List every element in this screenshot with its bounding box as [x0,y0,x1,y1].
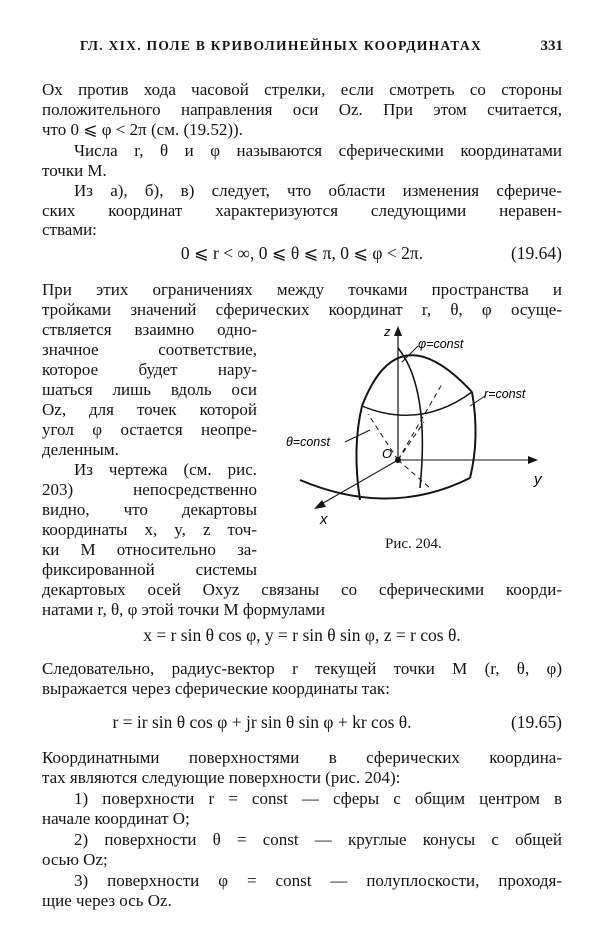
figure-caption: Рис. 204. [385,536,442,552]
text-line: ствами: [42,220,97,239]
text-line: Ox против хода часовой стрелки, если смотреть со стороны [42,80,562,99]
radius-dashed [398,460,430,488]
wrap-text-line: деленным. [42,440,119,459]
text-line: При этих ограничениях между точками пространства и [42,280,562,299]
sphere-edge-left [356,406,362,500]
sphere-equator [300,478,470,499]
origin-label: O [382,446,393,461]
phi-const-label: φ=const [418,337,464,351]
equation-number: (19.65) [510,712,562,732]
spherical-coordinates-diagram [270,318,570,548]
r-const-label: r=const [484,387,526,401]
text-line: тройками значений сферических координат r, θ, φ осуще- [42,300,562,319]
formula-body: x = r sin θ cos φ, y = r sin θ sin φ, z = r cos θ. [143,625,461,645]
wrap-text-line: Oz, для точек которой [42,400,257,419]
wrap-text-line: координаты x, y, z точ- [42,520,257,539]
wrap-text-line: фиксированной системы [42,560,257,579]
text-line: начале координат O; [42,809,190,828]
z-label: z [384,324,391,339]
formula-body: r = ir sin θ cos φ + jr sin θ sin φ + kr cos θ. [112,712,412,732]
y-arrow-icon [528,456,538,464]
text-line: тах являются следующие поверхности (рис. 204): [42,768,401,787]
running-title: ГЛ. XIX. ПОЛЕ В КРИВОЛИНЕЙНЫХ КООРДИНАТАХ [80,38,483,53]
text-line: Координатными поверхностями в сферических координа- [42,748,562,767]
radius-dashed [398,422,424,460]
text-line: выражается через сферические координаты так: [42,679,390,698]
formula-body: 0 ⩽ r < ∞, 0 ⩽ θ ⩽ π, 0 ⩽ φ < 2π. [180,243,424,263]
wrap-text-line: шаться лишь вдоль оси [42,380,257,399]
wrap-text-line: 203) непосредственно [42,480,257,499]
text-line: Следовательно, радиус-вектор r текущей точки M (r, θ, φ) [42,659,562,678]
theta-const-label: θ=const [286,435,330,449]
text-line: Числа r, θ и φ называются сферическими координатами [74,141,562,160]
cone-circle [362,392,472,415]
text-line: 1) поверхности r = const — сферы с общим центром в [74,789,562,808]
wrap-text-line: Из чертежа (см. рис. [74,460,257,479]
text-line: что 0 ⩽ φ < 2π (см. (19.52)). [42,120,243,139]
text-line: Из а), б), в) следует, что области изменения сфериче- [74,181,562,200]
wrap-text-line: которое будет нару- [42,360,257,379]
text-line: ских координат характеризуются следующими неравен- [42,201,562,220]
text-line: 2) поверхности θ = const — круглые конусы с общей [74,830,562,849]
wrap-text-line: видно, что декартовы [42,500,257,519]
page-number: 331 [540,38,563,54]
wrap-text-line: ствляется взаимно одно- [42,320,257,339]
text-line: натами r, θ, φ этой точки M формулами [42,600,325,619]
wrap-text-line: значное соответствие, [42,340,257,359]
text-line: декартовых осей Oxyz связаны со сферическими коорди- [42,580,562,599]
origin-point [395,457,401,463]
x-label: x [320,511,328,528]
wrap-text-line: угол φ остается неопре- [42,420,257,439]
text-line: точки M. [42,161,107,180]
z-arrow-icon [394,326,402,336]
figure-spherical-coordinates [270,318,570,548]
equation-number: (19.64) [510,243,562,263]
sphere-meridian-yz [362,355,472,406]
radius-dashed [398,384,442,460]
text-line: осью Oz; [42,850,108,869]
text-line: положительного направления оси Oz. При этом считается, [42,100,562,119]
phi-meridian [398,348,422,488]
page-header [80,38,563,54]
text-line: 3) поверхности φ = const — полуплоскости, проходя- [74,871,562,890]
y-label: y [534,471,542,488]
phi-leader [402,346,418,362]
x-arrow-icon [314,500,326,509]
wrap-text-line: ки M относительно за- [42,540,257,559]
text-line: щие через ось Oz. [42,891,172,910]
